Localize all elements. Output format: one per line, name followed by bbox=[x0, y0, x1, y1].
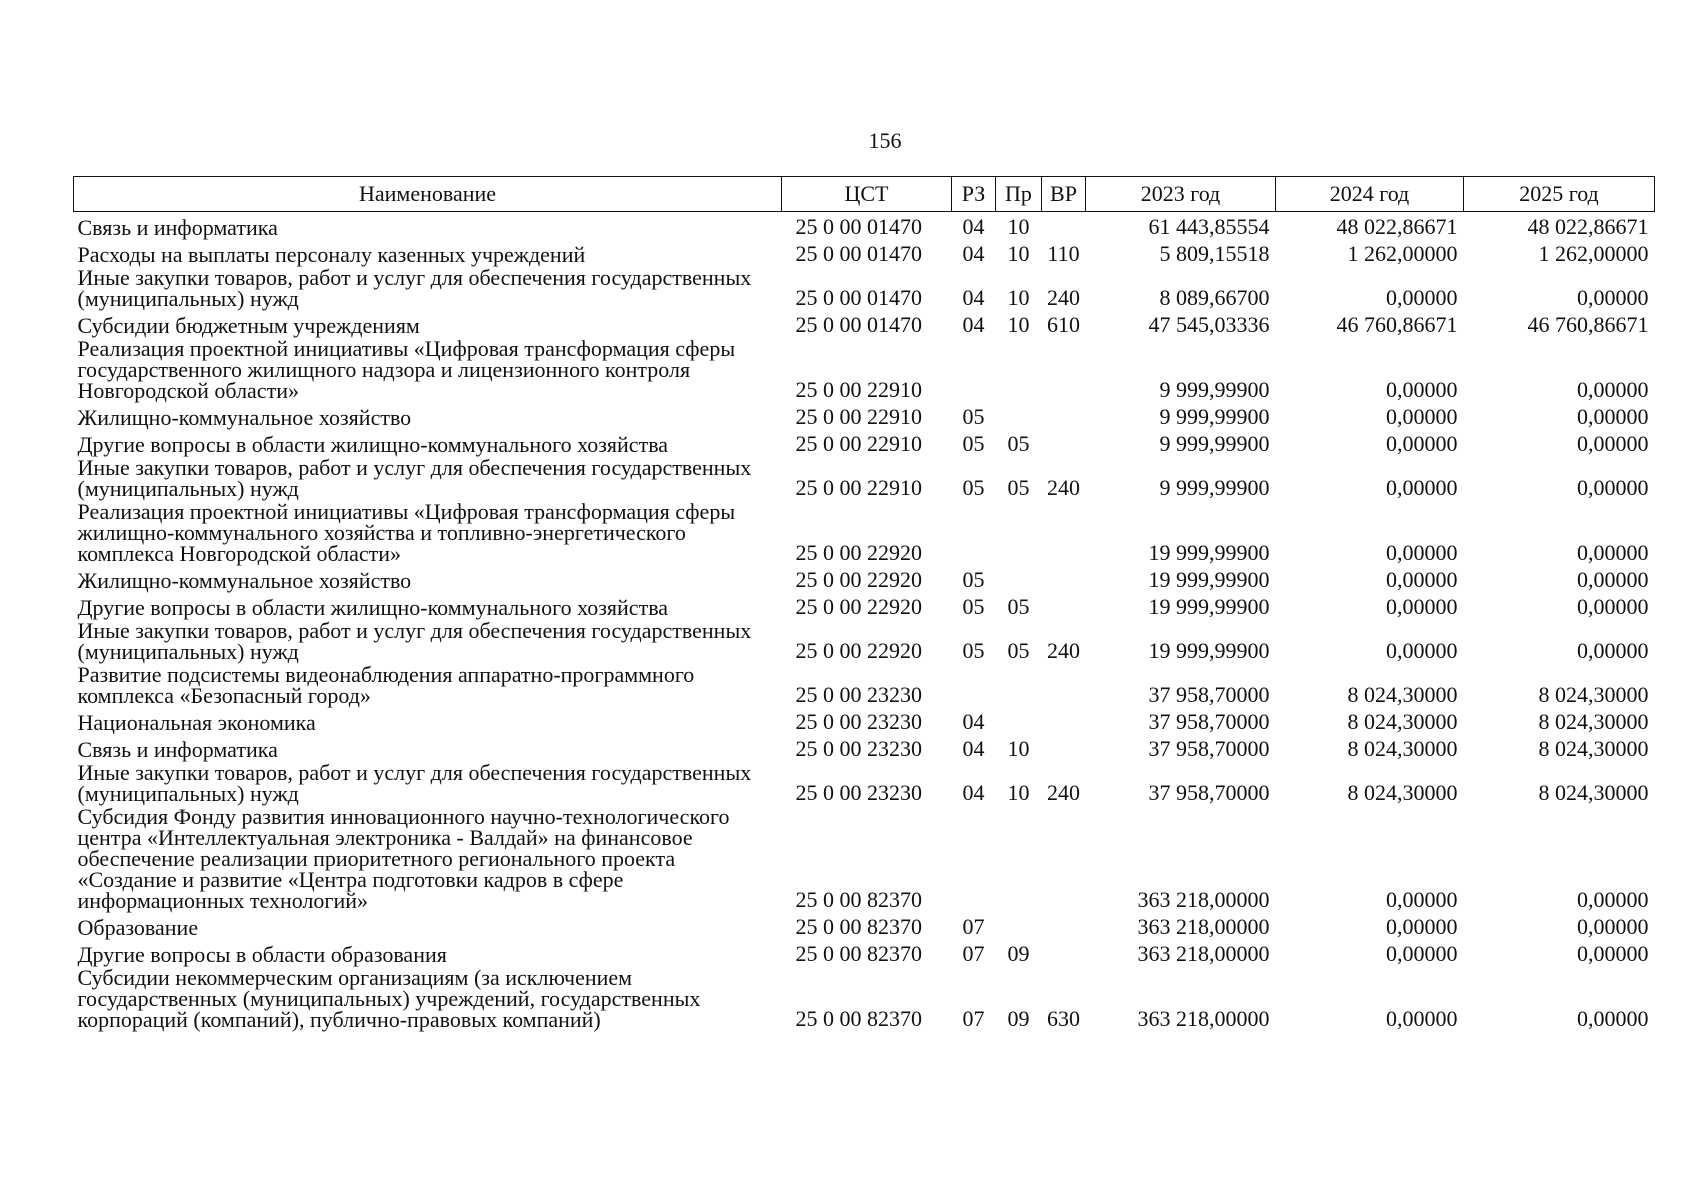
row-2024: 48 022,86671 bbox=[1336, 213, 1458, 239]
row-2023: 47 545,03336 bbox=[1148, 311, 1270, 337]
row-2023: 61 443,85554 bbox=[1148, 213, 1270, 239]
row-2024: 46 760,86671 bbox=[1336, 311, 1458, 337]
row-pr: 05 bbox=[1007, 637, 1030, 663]
row-name: Реализация проектной инициативы «Цифровая трансформация сферы государственного жилищного надзора и лицензионного контроля Новгородской области» bbox=[77, 335, 736, 403]
header-2025: 2025 год bbox=[1464, 177, 1655, 212]
row-name: Иные закупки товаров, работ и услуг для обеспечения государственных (муниципальных) нужд bbox=[77, 454, 752, 501]
row-vr bbox=[1042, 337, 1086, 402]
row-pr bbox=[996, 402, 1042, 429]
row-cst: 25 0 00 82370 bbox=[795, 940, 922, 966]
row-2023: 9 999,99900 bbox=[1159, 403, 1270, 429]
row-vr bbox=[1042, 805, 1086, 912]
row-2025: 0,00000 bbox=[1577, 376, 1649, 402]
row-rz: 05 bbox=[962, 566, 985, 592]
row-2025: 8 024,30000 bbox=[1538, 735, 1649, 761]
row-2024: 0,00000 bbox=[1386, 1005, 1458, 1031]
row-2025: 48 022,86671 bbox=[1527, 213, 1649, 239]
row-vr: 110 bbox=[1047, 240, 1080, 266]
table-row bbox=[74, 310, 1655, 337]
row-2023: 9 999,99900 bbox=[1159, 474, 1270, 500]
row-pr: 10 bbox=[1007, 311, 1030, 337]
row-vr: 610 bbox=[1047, 311, 1080, 337]
table-row bbox=[74, 761, 1655, 805]
row-2025: 46 760,86671 bbox=[1527, 311, 1649, 337]
row-pr: 05 bbox=[1007, 593, 1030, 619]
row-2025: 0,00000 bbox=[1577, 1005, 1649, 1031]
row-2025: 0,00000 bbox=[1577, 284, 1649, 310]
table-row bbox=[74, 212, 1655, 239]
table-row bbox=[74, 402, 1655, 429]
row-pr: 10 bbox=[1007, 240, 1030, 266]
row-pr: 10 bbox=[1007, 779, 1030, 805]
row-2024: 0,00000 bbox=[1386, 474, 1458, 500]
row-name: Национальная экономика bbox=[77, 709, 316, 735]
row-2025: 0,00000 bbox=[1577, 403, 1649, 429]
row-vr bbox=[1042, 500, 1086, 565]
row-pr: 09 bbox=[1007, 940, 1030, 966]
row-pr bbox=[996, 912, 1042, 939]
row-name: Другие вопросы в области жилищно-коммунального хозяйства bbox=[77, 594, 669, 620]
row-2025: 8 024,30000 bbox=[1538, 681, 1649, 707]
row-2023: 363 218,00000 bbox=[1137, 940, 1270, 966]
table-row bbox=[74, 500, 1655, 565]
row-2023: 37 958,70000 bbox=[1148, 681, 1270, 707]
row-2025: 0,00000 bbox=[1577, 474, 1649, 500]
row-name: Другие вопросы в области жилищно-коммунального хозяйства bbox=[77, 431, 669, 457]
row-name: Развитие подсистемы видеонаблюдения аппаратно-программного комплекса «Безопасный город» bbox=[77, 661, 695, 708]
row-2024: 0,00000 bbox=[1386, 940, 1458, 966]
row-2024: 0,00000 bbox=[1386, 376, 1458, 402]
table-row bbox=[74, 456, 1655, 500]
row-rz: 07 bbox=[962, 1005, 985, 1031]
table-body bbox=[74, 212, 1655, 1031]
row-name: Иные закупки товаров, работ и услуг для обеспечения государственных (муниципальных) нужд bbox=[77, 264, 752, 311]
row-2024: 8 024,30000 bbox=[1347, 735, 1458, 761]
row-cst: 25 0 00 01470 bbox=[795, 213, 922, 239]
row-2023: 19 999,99900 bbox=[1148, 637, 1270, 663]
table-row bbox=[74, 337, 1655, 402]
row-2024: 0,00000 bbox=[1386, 886, 1458, 912]
table-row bbox=[74, 966, 1655, 1031]
row-rz: 07 bbox=[962, 940, 985, 966]
row-2024: 0,00000 bbox=[1386, 913, 1458, 939]
row-2025: 0,00000 bbox=[1577, 940, 1649, 966]
row-vr: 240 bbox=[1047, 779, 1080, 805]
row-cst: 25 0 00 22920 bbox=[795, 593, 922, 619]
row-cst: 25 0 00 22920 bbox=[795, 539, 922, 565]
row-2025: 0,00000 bbox=[1577, 637, 1649, 663]
row-cst: 25 0 00 82370 bbox=[795, 1005, 922, 1031]
table-row bbox=[74, 565, 1655, 592]
table-row bbox=[74, 619, 1655, 663]
row-2024: 0,00000 bbox=[1386, 637, 1458, 663]
row-2023: 363 218,00000 bbox=[1137, 886, 1270, 912]
row-cst: 25 0 00 82370 bbox=[795, 913, 922, 939]
row-vr: 240 bbox=[1047, 637, 1080, 663]
row-cst: 25 0 00 23230 bbox=[795, 708, 922, 734]
row-vr bbox=[1042, 402, 1086, 429]
row-2024: 8 024,30000 bbox=[1347, 779, 1458, 805]
row-pr: 05 bbox=[1007, 474, 1030, 500]
row-name: Иные закупки товаров, работ и услуг для обеспечения государственных (муниципальных) нужд bbox=[77, 759, 752, 806]
row-rz: 04 bbox=[962, 708, 985, 734]
row-2025: 1 262,00000 bbox=[1538, 240, 1649, 266]
row-pr bbox=[996, 565, 1042, 592]
row-2023: 9 999,99900 bbox=[1159, 430, 1270, 456]
row-2025: 0,00000 bbox=[1577, 886, 1649, 912]
row-2023: 363 218,00000 bbox=[1137, 913, 1270, 939]
row-rz: 05 bbox=[962, 593, 985, 619]
table-row bbox=[74, 592, 1655, 619]
row-name: Реализация проектной инициативы «Цифровая трансформация сферы жилищно-коммунального хозяйства и топливно-энергетического комплекса Новгородской области» bbox=[77, 498, 736, 566]
row-rz: 04 bbox=[962, 779, 985, 805]
row-2023: 37 958,70000 bbox=[1148, 779, 1270, 805]
row-pr bbox=[996, 337, 1042, 402]
row-pr bbox=[996, 805, 1042, 912]
row-2023: 37 958,70000 bbox=[1148, 708, 1270, 734]
row-cst: 25 0 00 23230 bbox=[795, 779, 922, 805]
header-2023: 2023 год bbox=[1086, 177, 1276, 212]
row-cst: 25 0 00 23230 bbox=[795, 681, 922, 707]
row-rz: 07 bbox=[962, 913, 985, 939]
row-2023: 9 999,99900 bbox=[1159, 376, 1270, 402]
row-pr: 05 bbox=[1007, 430, 1030, 456]
row-pr: 10 bbox=[1007, 284, 1030, 310]
row-2025: 0,00000 bbox=[1577, 566, 1649, 592]
row-cst: 25 0 00 22920 bbox=[795, 566, 922, 592]
budget-table bbox=[73, 176, 1655, 1031]
row-rz: 04 bbox=[962, 735, 985, 761]
row-2025: 0,00000 bbox=[1577, 913, 1649, 939]
row-name: Расходы на выплаты персоналу казенных учреждений bbox=[77, 241, 586, 267]
row-cst: 25 0 00 22910 bbox=[795, 403, 922, 429]
row-2024: 8 024,30000 bbox=[1347, 681, 1458, 707]
row-2024: 0,00000 bbox=[1386, 539, 1458, 565]
header-pr: Пр bbox=[996, 177, 1042, 212]
row-name: Субсидии некоммерческим организациям (за исключением государственных (муниципальных) учреждений, государственных корпораций (компаний), публично-правовых компаний) bbox=[77, 964, 701, 1032]
row-pr: 09 bbox=[1007, 1005, 1030, 1031]
row-rz: 04 bbox=[962, 240, 985, 266]
row-2024: 0,00000 bbox=[1386, 403, 1458, 429]
row-2023: 5 809,15518 bbox=[1159, 240, 1270, 266]
row-rz: 04 bbox=[962, 284, 985, 310]
table-row bbox=[74, 429, 1655, 456]
row-vr: 240 bbox=[1047, 284, 1080, 310]
header-cst: ЦСТ bbox=[782, 177, 952, 212]
row-cst: 25 0 00 22910 bbox=[795, 430, 922, 456]
row-cst: 25 0 00 22910 bbox=[795, 376, 922, 402]
table-header bbox=[74, 177, 1655, 212]
row-name: Другие вопросы в области образования bbox=[77, 941, 447, 967]
row-2024: 1 262,00000 bbox=[1347, 240, 1458, 266]
row-2024: 0,00000 bbox=[1386, 593, 1458, 619]
row-cst: 25 0 00 23230 bbox=[795, 735, 922, 761]
row-vr bbox=[1042, 912, 1086, 939]
table-row bbox=[74, 707, 1655, 734]
header-rz: РЗ bbox=[952, 177, 996, 212]
row-vr bbox=[1042, 707, 1086, 734]
row-2024: 0,00000 bbox=[1386, 430, 1458, 456]
page-number: 156 bbox=[868, 128, 902, 153]
row-vr bbox=[1042, 565, 1086, 592]
row-pr: 10 bbox=[1007, 213, 1030, 239]
row-name: Субсидии бюджетным учреждениям bbox=[77, 312, 420, 338]
row-2023: 19 999,99900 bbox=[1148, 566, 1270, 592]
row-vr bbox=[1042, 939, 1086, 966]
row-rz bbox=[952, 663, 996, 707]
row-cst: 25 0 00 82370 bbox=[795, 886, 922, 912]
row-name: Образование bbox=[77, 914, 199, 940]
row-2023: 19 999,99900 bbox=[1148, 539, 1270, 565]
header-name: Наименование bbox=[74, 177, 782, 212]
row-rz bbox=[952, 337, 996, 402]
row-name: Жилищно-коммунальное хозяйство bbox=[77, 567, 412, 593]
table-row bbox=[74, 912, 1655, 939]
table-row bbox=[74, 239, 1655, 266]
row-vr bbox=[1042, 734, 1086, 761]
row-2024: 8 024,30000 bbox=[1347, 708, 1458, 734]
row-rz: 05 bbox=[962, 403, 985, 429]
row-vr bbox=[1042, 212, 1086, 239]
row-cst: 25 0 00 01470 bbox=[795, 240, 922, 266]
row-rz bbox=[952, 805, 996, 912]
row-name: Связь и информатика bbox=[77, 736, 278, 762]
row-rz: 05 bbox=[962, 637, 985, 663]
row-2023: 8 089,66700 bbox=[1159, 284, 1270, 310]
table-row bbox=[74, 266, 1655, 310]
row-2025: 8 024,30000 bbox=[1538, 779, 1649, 805]
row-rz bbox=[952, 500, 996, 565]
row-name: Иные закупки товаров, работ и услуг для обеспечения государственных (муниципальных) нужд bbox=[77, 617, 752, 664]
row-pr: 10 bbox=[1007, 735, 1030, 761]
row-vr bbox=[1042, 663, 1086, 707]
row-2025: 8 024,30000 bbox=[1538, 708, 1649, 734]
row-vr bbox=[1042, 592, 1086, 619]
row-2025: 0,00000 bbox=[1577, 539, 1649, 565]
row-cst: 25 0 00 22920 bbox=[795, 637, 922, 663]
row-cst: 25 0 00 01470 bbox=[795, 311, 922, 337]
row-vr bbox=[1042, 429, 1086, 456]
row-2023: 37 958,70000 bbox=[1148, 735, 1270, 761]
row-name: Связь и информатика bbox=[77, 214, 278, 240]
row-name: Субсидия Фонду развития инновационного научно-технологического центра «Интеллектуальная электроника - Валдай» на финансовое обеспечение реализации приоритетного регионального проекта «Создание и развитие «Центра подготовки кадров в сфере информационных технологий» bbox=[77, 803, 730, 913]
row-rz: 05 bbox=[962, 430, 985, 456]
row-rz: 04 bbox=[962, 311, 985, 337]
table-row bbox=[74, 663, 1655, 707]
row-2025: 0,00000 bbox=[1577, 430, 1649, 456]
row-pr bbox=[996, 707, 1042, 734]
row-2023: 19 999,99900 bbox=[1148, 593, 1270, 619]
header-vr: ВР bbox=[1042, 177, 1086, 212]
row-cst: 25 0 00 22910 bbox=[795, 474, 922, 500]
row-2025: 0,00000 bbox=[1577, 593, 1649, 619]
header-2024: 2024 год bbox=[1276, 177, 1464, 212]
table-row bbox=[74, 805, 1655, 912]
row-name: Жилищно-коммунальное хозяйство bbox=[77, 404, 412, 430]
row-rz: 05 bbox=[962, 474, 985, 500]
table-row bbox=[74, 734, 1655, 761]
row-cst: 25 0 00 01470 bbox=[795, 284, 922, 310]
row-2023: 363 218,00000 bbox=[1137, 1005, 1270, 1031]
row-pr bbox=[996, 663, 1042, 707]
row-vr: 630 bbox=[1047, 1005, 1080, 1031]
row-rz: 04 bbox=[962, 213, 985, 239]
row-vr: 240 bbox=[1047, 474, 1080, 500]
row-pr bbox=[996, 500, 1042, 565]
row-2024: 0,00000 bbox=[1386, 566, 1458, 592]
row-2024: 0,00000 bbox=[1386, 284, 1458, 310]
table-row bbox=[74, 939, 1655, 966]
